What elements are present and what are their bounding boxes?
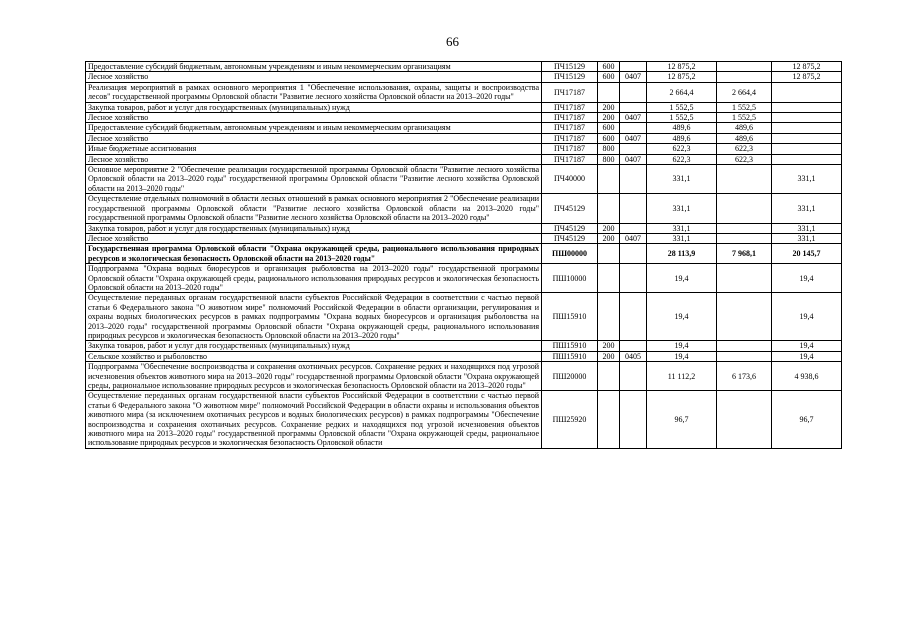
- amount-regional: 331,1: [772, 223, 842, 233]
- table-row: [86, 62, 842, 72]
- amount-total: 489,6: [647, 123, 717, 133]
- amount-regional: 20 145,7: [772, 244, 842, 264]
- amount-total: 331,1: [647, 165, 717, 194]
- amount-federal: [717, 351, 772, 361]
- target-article-code: ПЧ17187: [542, 133, 598, 143]
- section-code: 0407: [620, 72, 647, 82]
- expense-type-code: [598, 362, 620, 391]
- expense-type-code: 200: [598, 351, 620, 361]
- row-name: Сельское хозяйство и рыболовство: [86, 351, 542, 361]
- amount-regional: [772, 154, 842, 164]
- table-row: [86, 223, 842, 233]
- section-code: [620, 194, 647, 223]
- section-code: 0407: [620, 154, 647, 164]
- target-article-code: ПЧ45129: [542, 223, 598, 233]
- amount-regional: [772, 133, 842, 143]
- amount-federal: [717, 341, 772, 351]
- row-name: Основное мероприятие 2 "Обеспечение реализации государственной программы Орловской области "Развитие лесного хозяйства Орловской области на 2013–2020 годы" государственной программы Орловской области "Развитие лесного хозяйства Орловской области на 2013–2020 годы": [86, 165, 542, 194]
- amount-federal: 7 968,1: [717, 244, 772, 264]
- expense-type-code: [598, 165, 620, 194]
- amount-federal: 6 173,6: [717, 362, 772, 391]
- amount-total: 12 875,2: [647, 62, 717, 72]
- section-code: 0407: [620, 113, 647, 123]
- expense-type-code: [598, 293, 620, 341]
- target-article-code: ПЧ17187: [542, 123, 598, 133]
- section-code: [620, 341, 647, 351]
- target-article-code: ПШ15910: [542, 351, 598, 361]
- amount-total: 96,7: [647, 391, 717, 448]
- amount-federal: [717, 233, 772, 243]
- amount-regional: 331,1: [772, 233, 842, 243]
- row-name: Закупка товаров, работ и услуг для государственных (муниципальных) нужд: [86, 341, 542, 351]
- section-code: [620, 165, 647, 194]
- amount-total: 19,4: [647, 293, 717, 341]
- amount-regional: 96,7: [772, 391, 842, 448]
- section-code: 0405: [620, 351, 647, 361]
- row-name: Подпрограмма "Обеспечение воспроизводства и сохранения охотничьих ресурсов. Сохранение редких и находящихся под угрозой исчезновения объектов животного мира на 2013–2020 годы" государственной программы Орловской области "Охрана окружающей среды, рациональное использование природных ресурсов и экологическая безопасность Орловской области на 2013–2020 годы": [86, 362, 542, 391]
- section-code: [620, 62, 647, 72]
- amount-regional: 4 938,6: [772, 362, 842, 391]
- target-article-code: ПЧ17187: [542, 102, 598, 112]
- target-article-code: ПЧ40000: [542, 165, 598, 194]
- row-name: Предоставление субсидий бюджетным, автономным учреждениям и иным некоммерческим организациям: [86, 62, 542, 72]
- row-name: Подпрограмма "Охрана водных биоресурсов и организация рыболовства на 2013–2020 годы" государственной программы Орловской области "Охрана окружающей среды, рационального использования природных ресурсов и экологическая безопасность Орловской области на 2013–2020 годы": [86, 264, 542, 293]
- amount-total: 331,1: [647, 233, 717, 243]
- amount-total: 622,3: [647, 154, 717, 164]
- table-row: [86, 165, 842, 194]
- amount-federal: 2 664,4: [717, 82, 772, 102]
- amount-regional: 19,4: [772, 264, 842, 293]
- expense-type-code: 600: [598, 62, 620, 72]
- target-article-code: ПШ15910: [542, 341, 598, 351]
- target-article-code: ПШ15910: [542, 293, 598, 341]
- target-article-code: ПШ20000: [542, 362, 598, 391]
- table-row: [86, 391, 842, 448]
- amount-federal: [717, 391, 772, 448]
- amount-federal: [717, 72, 772, 82]
- target-article-code: ПЧ17187: [542, 154, 598, 164]
- row-name: Лесное хозяйство: [86, 233, 542, 243]
- row-name: Закупка товаров, работ и услуг для государственных (муниципальных) нужд: [86, 102, 542, 112]
- table-row: [86, 82, 842, 102]
- amount-regional: 12 875,2: [772, 62, 842, 72]
- table-row: [86, 113, 842, 123]
- table-row: [86, 233, 842, 243]
- row-name: Государственная программа Орловской области "Охрана окружающей среды, рационального использования природных ресурсов и экологическая безопасность Орловской области на 2013–2020 годы": [86, 244, 542, 264]
- section-code: [620, 123, 647, 133]
- amount-total: 489,6: [647, 133, 717, 143]
- section-code: [620, 391, 647, 448]
- row-name: Осуществление отдельных полномочий в области лесных отношений в рамках основного мероприятия 2 "Обеспечение реализации государственной программы Орловской области "Развитие лесного хозяйства Орловской области на 2013–2020 годы" государственной программы Орловской области "Развитие лесного хозяйства Орловской области на 2013–2020 годы": [86, 194, 542, 223]
- expense-type-code: 600: [598, 123, 620, 133]
- amount-total: 1 552,5: [647, 102, 717, 112]
- table-row: [86, 102, 842, 112]
- row-name: Лесное хозяйство: [86, 133, 542, 143]
- row-name: Осуществление переданных органам государственной власти субъектов Российской Федерации в соответствии с частью первой статьи 6 Федерального закона "О животном мире" полномочий Российской Федерации в области охраны и использования объектов животного мира (за исключением охотничьих ресурсов и водных биологических ресурсов) в рамках подпрограммы "Обеспечение воспроизводства и сохранения охотничьих ресурсов. Сохранение редких и находящихся под угрозой исчезновения объектов животного мира на 2013–2020 годы" государственной программы Орловской области "Охрана окружающей среды, рациональное использование природных ресурсов и экологическая безопасность Орловской области: [86, 391, 542, 448]
- target-article-code: ПЧ17187: [542, 113, 598, 123]
- target-article-code: ПЧ15129: [542, 62, 598, 72]
- expense-type-code: [598, 264, 620, 293]
- amount-regional: 19,4: [772, 293, 842, 341]
- amount-federal: 622,3: [717, 154, 772, 164]
- target-article-code: ПЧ15129: [542, 72, 598, 82]
- target-article-code: ПШ00000: [542, 244, 598, 264]
- target-article-code: ПШ10000: [542, 264, 598, 293]
- budget-table: [85, 61, 842, 449]
- expense-type-code: 600: [598, 133, 620, 143]
- table-row: [86, 72, 842, 82]
- amount-total: 331,1: [647, 223, 717, 233]
- table-row: [86, 362, 842, 391]
- amount-total: 331,1: [647, 194, 717, 223]
- target-article-code: ПЧ45129: [542, 233, 598, 243]
- table-row: [86, 264, 842, 293]
- amount-total: 12 875,2: [647, 72, 717, 82]
- section-code: [620, 144, 647, 154]
- amount-total: 28 113,9: [647, 244, 717, 264]
- amount-total: 19,4: [647, 341, 717, 351]
- row-name: Закупка товаров, работ и услуг для государственных (муниципальных) нужд: [86, 223, 542, 233]
- amount-regional: 12 875,2: [772, 72, 842, 82]
- row-name: Иные бюджетные ассигнования: [86, 144, 542, 154]
- amount-total: 2 664,4: [647, 82, 717, 102]
- amount-federal: [717, 223, 772, 233]
- expense-type-code: 200: [598, 341, 620, 351]
- amount-federal: 489,6: [717, 123, 772, 133]
- section-code: [620, 293, 647, 341]
- amount-federal: 1 552,5: [717, 113, 772, 123]
- expense-type-code: [598, 244, 620, 264]
- row-name: Осуществление переданных органам государственной власти субъектов Российской Федерации в соответствии с частью первой статьи 6 Федерального закона "О животном мире" полномочий Российской Федерации в области организации, регулирования и охраны водных биологических ресурсов в рамках подпрограммы "Охрана водных биоресурсов и организация рыболовства на 2013–2020 годы" государственной программы Орловской области "Охрана окружающей среды, рационального использования природных ресурсов и экологическая безопасность Орловской области на 2013–2020 годы": [86, 293, 542, 341]
- expense-type-code: 200: [598, 102, 620, 112]
- amount-regional: 19,4: [772, 341, 842, 351]
- expense-type-code: [598, 82, 620, 102]
- amount-regional: [772, 82, 842, 102]
- section-code: 0407: [620, 233, 647, 243]
- amount-federal: [717, 264, 772, 293]
- expense-type-code: 200: [598, 223, 620, 233]
- expense-type-code: 600: [598, 72, 620, 82]
- section-code: [620, 102, 647, 112]
- amount-total: 1 552,5: [647, 113, 717, 123]
- table-row: [86, 293, 842, 341]
- amount-total: 19,4: [647, 264, 717, 293]
- table-row: [86, 123, 842, 133]
- table-row: [86, 133, 842, 143]
- section-code: [620, 362, 647, 391]
- amount-federal: [717, 165, 772, 194]
- row-name: Лесное хозяйство: [86, 72, 542, 82]
- table-row: [86, 144, 842, 154]
- amount-federal: [717, 62, 772, 72]
- expense-type-code: [598, 194, 620, 223]
- amount-regional: 331,1: [772, 165, 842, 194]
- expense-type-code: 800: [598, 154, 620, 164]
- page-number: 66: [446, 34, 459, 49]
- row-name: Лесное хозяйство: [86, 113, 542, 123]
- row-name: Лесное хозяйство: [86, 154, 542, 164]
- expense-type-code: 800: [598, 144, 620, 154]
- expense-type-code: [598, 391, 620, 448]
- table-row: [86, 341, 842, 351]
- amount-regional: 19,4: [772, 351, 842, 361]
- amount-federal: 1 552,5: [717, 102, 772, 112]
- amount-federal: 622,3: [717, 144, 772, 154]
- table-row: [86, 154, 842, 164]
- section-code: [620, 244, 647, 264]
- target-article-code: ПЧ17187: [542, 82, 598, 102]
- amount-regional: [772, 113, 842, 123]
- section-code: [620, 264, 647, 293]
- amount-regional: [772, 102, 842, 112]
- target-article-code: ПЧ17187: [542, 144, 598, 154]
- amount-federal: [717, 194, 772, 223]
- amount-federal: 489,6: [717, 133, 772, 143]
- expense-type-code: 200: [598, 113, 620, 123]
- table-row: [86, 244, 842, 264]
- table-row: [86, 194, 842, 223]
- section-code: [620, 82, 647, 102]
- amount-regional: [772, 144, 842, 154]
- amount-federal: [717, 293, 772, 341]
- amount-regional: 331,1: [772, 194, 842, 223]
- target-article-code: ПЧ45129: [542, 194, 598, 223]
- amount-total: 19,4: [647, 351, 717, 361]
- row-name: Реализация мероприятий в рамках основного мероприятия 1 "Обеспечение использования, охраны, защиты и воспроизводства лесов" государственной программы Орловской области "Развитие лесного хозяйства Орловской области на 2013–2020 годы": [86, 82, 542, 102]
- amount-total: 11 112,2: [647, 362, 717, 391]
- amount-total: 622,3: [647, 144, 717, 154]
- target-article-code: ПШ25920: [542, 391, 598, 448]
- table-row: [86, 351, 842, 361]
- expense-type-code: 200: [598, 233, 620, 243]
- row-name: Предоставление субсидий бюджетным, автономным учреждениям и иным некоммерческим организациям: [86, 123, 542, 133]
- amount-regional: [772, 123, 842, 133]
- section-code: 0407: [620, 133, 647, 143]
- section-code: [620, 223, 647, 233]
